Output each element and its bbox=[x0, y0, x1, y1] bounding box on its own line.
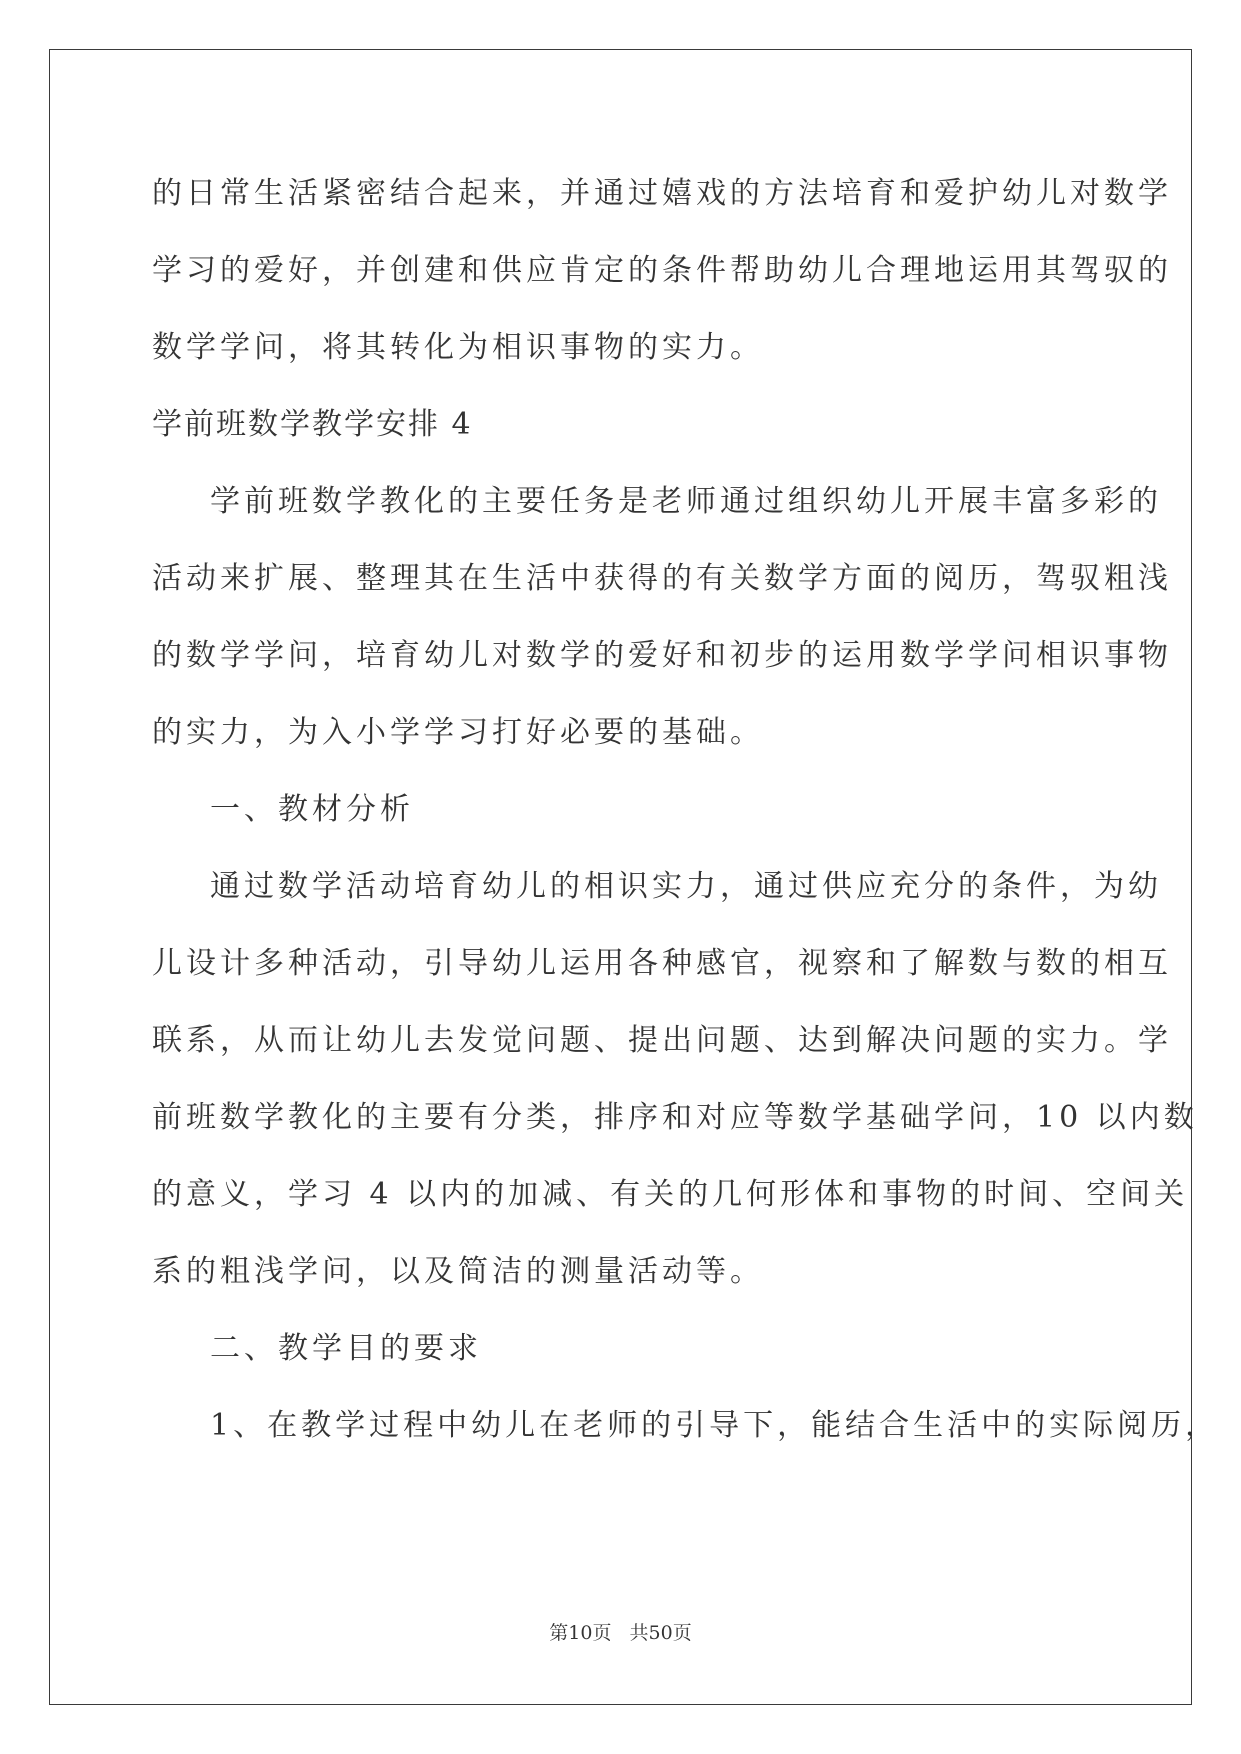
text-line: 的意义，学习 4 以内的加减、有关的几何形体和事物的时间、空间关 bbox=[152, 1177, 1189, 1212]
text-line: 学前班数学教化的主要任务是老师通过组织幼儿开展丰富多彩的 bbox=[210, 484, 1162, 519]
text-line: 前班数学教化的主要有分类，排序和对应等数学基础学问，10 以内数 bbox=[152, 1100, 1198, 1135]
text-line: 通过数学活动培育幼儿的相识实力，通过供应充分的条件，为幼 bbox=[210, 869, 1162, 904]
text-line: 活动来扩展、整理其在生活中获得的有关数学方面的阅历，驾驭粗浅 bbox=[152, 561, 1172, 596]
page-footer bbox=[0, 1618, 1241, 1645]
text-line: 联系，从而让幼儿去发觉问题、提出问题、达到解决问题的实力。学 bbox=[152, 1023, 1172, 1058]
text-line: 数学学问，将其转化为相识事物的实力。 bbox=[152, 330, 764, 365]
document-body bbox=[152, 155, 1220, 1464]
subheading: 二、教学目的要求 bbox=[210, 1331, 482, 1366]
text-line: 学习的爱好，并创建和供应肯定的条件帮助幼儿合理地运用其驾驭的 bbox=[152, 253, 1172, 288]
page-number: 第10页 bbox=[549, 1622, 612, 1644]
section-heading: 学前班数学教学安排 4 bbox=[152, 407, 473, 442]
text-line: 的数学学问，培育幼儿对数学的爱好和初步的运用数学学问相识事物 bbox=[152, 638, 1172, 673]
subheading: 一、教材分析 bbox=[210, 792, 414, 827]
text-line: 的日常生活紧密结合起来，并通过嬉戏的方法培育和爱护幼儿对数学 bbox=[152, 176, 1172, 211]
text-line: 的实力，为入小学学习打好必要的基础。 bbox=[152, 715, 764, 750]
text-line: 系的粗浅学问，以及简洁的测量活动等。 bbox=[152, 1254, 764, 1289]
text-line: 儿设计多种活动，引导幼儿运用各种感官，视察和了解数与数的相互 bbox=[152, 946, 1172, 981]
total-pages: 共50页 bbox=[629, 1622, 692, 1644]
text-line: 1、在教学过程中幼儿在老师的引导下，能结合生活中的实际阅历， bbox=[210, 1408, 1220, 1443]
